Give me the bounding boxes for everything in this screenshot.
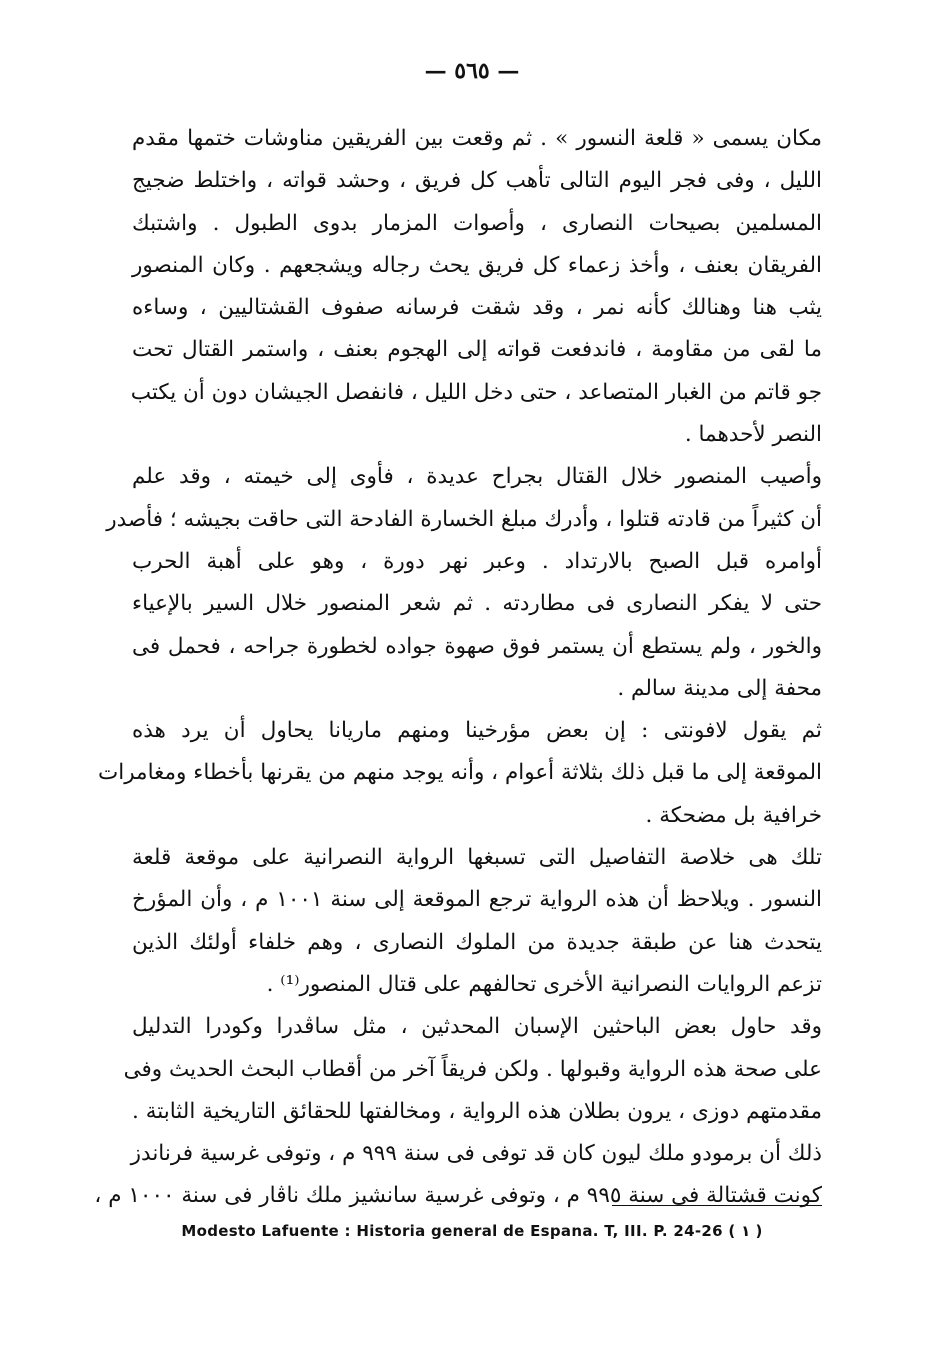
text-line: ذلك أن برمودو ملك ليون كان قد توفى فى سنة ٩٩٩ م ، وتوفى غرسية فرناندز (130, 1141, 822, 1167)
text-line: الموقعة إلى ما قبل ذلك بثلاثة أعوام ، وأنه يوجد منهم من يقرنها بأخطاء ومغامرات (97, 760, 822, 786)
text-line: والخور ، ولم يستطع أن يستمر فوق صهوة جواده لخطورة جراحه ، فحمل فى (132, 633, 822, 659)
text-line: أن كثيراً من قادته قتلوا ، وأدرك مبلغ الخسارة الفادحة التى حاقت بجيشه ؛ فأصدر (106, 506, 822, 532)
text-line: النصر لأحدهما . (684, 422, 822, 448)
body-text (94, 118, 822, 1218)
paragraph-4 (132, 837, 822, 1006)
paragraph-1 (132, 118, 822, 456)
text-line: تزعم الروايات النصرانية الأخرى تحالفهم على قتال المنصور⁽¹⁾ . (266, 971, 822, 997)
text-line: الفريقان بعنف ، وأخذ زعماء كل فريق يحث رجاله ويشجعهم . وكان المنصور (132, 252, 822, 278)
paragraph-2 (106, 456, 822, 710)
text-line: وقد حاول بعض الباحثين الإسبان المحدثين ، مثل ساڤدرا وكودرا التدليل (132, 1014, 822, 1040)
text-line: محفة إلى مدينة سالم . (617, 675, 822, 701)
text-line: على صحة هذه الرواية وقبولها . ولكن فريقاً آخر من أقطاب البحث الحديث وفى (123, 1056, 822, 1082)
paragraph-3 (97, 710, 822, 837)
text-line: مكان يسمى « قلعة النسور » . ثم وقعت بين الفريقين مناوشات ختمها مقدم (132, 126, 822, 151)
text-line: وأصيب المنصور خلال القتال بجراح عديدة ، فأوى إلى خيمته ، وقد علم (132, 464, 822, 490)
page-number: — ٥٦٥ — (424, 58, 520, 84)
text-line: جو قاتم من الغبار المتصاعد ، حتى دخل الليل ، فانفصل الجيشان دون أن يكتب (130, 379, 822, 405)
text-line: تلك هى خلاصة التفاصيل التى تسبغها الرواية النصرانية على موقعة قلعة (132, 845, 822, 871)
footnote-divider (612, 1205, 822, 1206)
text-line: كونت قشتالة فى سنة ٩٩٥ م ، وتوفى غرسية سانشيز ملك ناڤار فى سنة ١٠٠٠ م ، (94, 1183, 822, 1209)
text-line: يثب هنا وهنالك كأنه نمر ، وقد شقت فرسانه صفوف القشتاليين ، وساءه (132, 295, 822, 321)
text-line: يتحدث هنا عن طبقة جديدة من الملوك النصارى ، وهم خلفاء أولئك الذين (132, 929, 822, 955)
text-line: حتى لا يفكر النصارى فى مطاردته . ثم شعر المنصور خلال السير بالإعياء (132, 591, 822, 617)
paragraph-5 (94, 1006, 822, 1217)
text-line: ما لقى من مقاومة ، فاندفعت قواته إلى الهجوم بعنف ، واستمر القتال تحت (132, 337, 822, 363)
text-line: الليل ، وفى فجر اليوم التالى تأهب كل فريق ، وحشد قواته ، واختلط ضجيج (132, 168, 822, 194)
text-line: مقدمتهم دوزى ، يرون بطلان هذه الرواية ، ومخالفتها للحقائق التاريخية الثابتة . (132, 1098, 822, 1124)
footnote: Modesto Lafuente : Historia general de Espana. T, III. P. 24-26 ( ١ ) (181, 1222, 763, 1240)
text-line: خرافية بل مضحكة . (645, 802, 822, 828)
text-line: النسور . ويلاحظ أن هذه الرواية ترجع الموقعة إلى سنة ١٠٠١ م ، وأن المؤرخ (132, 887, 822, 913)
text-line: أوامره قبل الصبح بالارتداد . وعبر نهر دورة ، وهو على أهبة الحرب (132, 548, 822, 574)
text-line: المسلمين بصيحات النصارى ، وأصوات المزمار بدوى الطبول . واشتبك (132, 210, 822, 236)
text-line: ثم يقول لافونتى : إن بعض مؤرخينا ومنهم ماريانا يحاول أن يرد هذه (132, 718, 822, 744)
